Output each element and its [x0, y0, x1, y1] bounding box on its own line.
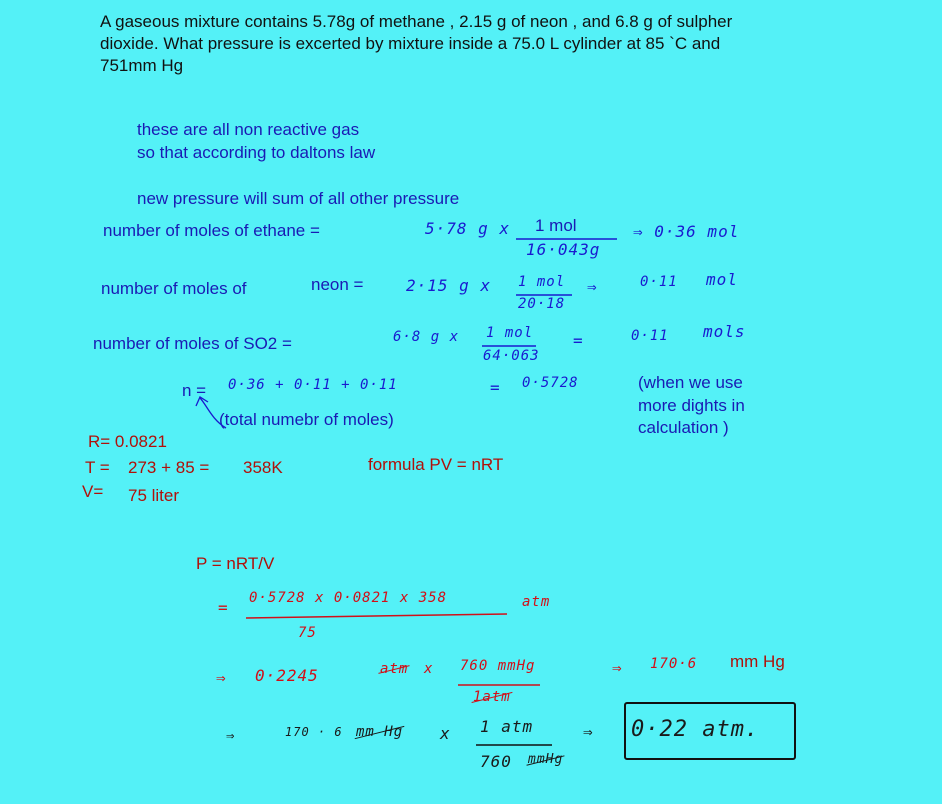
neon-value: 0·11	[640, 274, 678, 290]
gas-constant: R= 0.0821	[88, 432, 167, 451]
n-label: n =	[182, 381, 207, 400]
n-caption: (total numebr of moles)	[219, 410, 394, 429]
ethane-frac-den: 16·043g	[526, 240, 601, 259]
ethane-mass: 5·78 g x	[425, 219, 511, 238]
note-line-1: these are all non reactive gas	[137, 120, 360, 139]
note-line-3: new pressure will sum of all other pressure	[137, 189, 460, 208]
neon-label: number of moles of	[101, 279, 247, 298]
ethane-result: ⇒ 0·36 mol	[633, 222, 740, 241]
step2-arrow-2: ⇒	[612, 658, 623, 677]
step3-times: x	[440, 724, 451, 743]
step3-arrow: ⇒	[226, 728, 236, 744]
ideal-gas-formula: formula PV = nRT	[368, 455, 504, 474]
note-more-digits-1: (when we use	[638, 373, 743, 392]
step3-cancel-unit: mm Hg	[356, 724, 404, 740]
step3-denominator: 760	[480, 752, 512, 771]
step3-cancel-mmhg: mmHg	[528, 752, 564, 767]
total-moles-pointer-head	[196, 397, 208, 406]
note-more-digits-3: calculation )	[638, 418, 729, 437]
question-line-3: 751mm Hg	[100, 56, 184, 75]
step2-times: x	[424, 661, 434, 677]
note-line-2: so that according to daltons law	[137, 143, 376, 162]
question-line-2: dioxide. What pressure is excerted by mixture inside a 75.0 L cylinder at 85 `C and	[100, 34, 721, 53]
final-answer: 0·22 atm.	[631, 717, 760, 742]
step1-denominator: 75	[298, 625, 317, 641]
ethane-label: number of moles of ethane =	[103, 221, 320, 240]
step2-unit: mm Hg	[730, 652, 785, 671]
neon-frac-den: 20·18	[518, 296, 566, 312]
ethane-frac-num: 1 mol	[535, 216, 577, 235]
step2-result: 170·6	[650, 656, 698, 672]
temperature-label: T =	[85, 458, 110, 477]
step2-cancel-atm: atm	[380, 661, 409, 677]
volume-value: 75 liter	[128, 486, 180, 505]
so2-frac-num: 1 mol	[486, 325, 534, 341]
so2-mass: 6·8 g x	[393, 329, 460, 345]
neon-word: neon =	[311, 275, 364, 294]
n-result: 0·5728	[522, 375, 579, 391]
volume-label: V=	[82, 482, 104, 501]
so2-frac-den: 64·063	[483, 348, 540, 364]
neon-unit: mol	[706, 270, 738, 289]
step2-denominator: 1atm	[473, 689, 511, 705]
so2-value: 0·11	[631, 328, 669, 344]
neon-mass: 2·15 g x	[406, 276, 492, 295]
so2-equals: =	[573, 331, 584, 350]
step1-equals: =	[218, 598, 229, 617]
total-moles-pointer	[200, 398, 226, 428]
step2-arrow: ⇒	[216, 668, 227, 687]
question-line-1: A gaseous mixture contains 5.78g of methane , 2.15 g of neon , and 6.8 g of sulpher	[100, 12, 733, 31]
step3-numerator: 1 atm	[480, 717, 534, 736]
so2-label: number of moles of SO2 =	[93, 334, 292, 353]
so2-unit: mols	[703, 322, 746, 341]
step3-arrow-2: ⇒	[583, 722, 594, 741]
step2-numerator: 760 mmHg	[460, 658, 536, 674]
temperature-value: 358K	[243, 458, 283, 477]
step1-numerator: 0·5728 x 0·0821 x 358	[249, 590, 448, 606]
n-sum: 0·36 + 0·11 + 0·11	[228, 377, 398, 393]
neon-arrow: ⇒	[587, 277, 598, 296]
note-more-digits-2: more dights in	[638, 396, 745, 415]
temperature-expr: 273 + 85 =	[128, 458, 210, 477]
step1-unit: atm	[522, 594, 551, 610]
step3-value: 170 · 6	[285, 725, 343, 739]
neon-frac-num: 1 mol	[518, 274, 566, 290]
n-equals: =	[490, 378, 501, 397]
pressure-formula: P = nRT/V	[196, 554, 275, 573]
step2-value: 0·2245	[255, 666, 319, 685]
step1-fraction-bar	[246, 614, 507, 618]
